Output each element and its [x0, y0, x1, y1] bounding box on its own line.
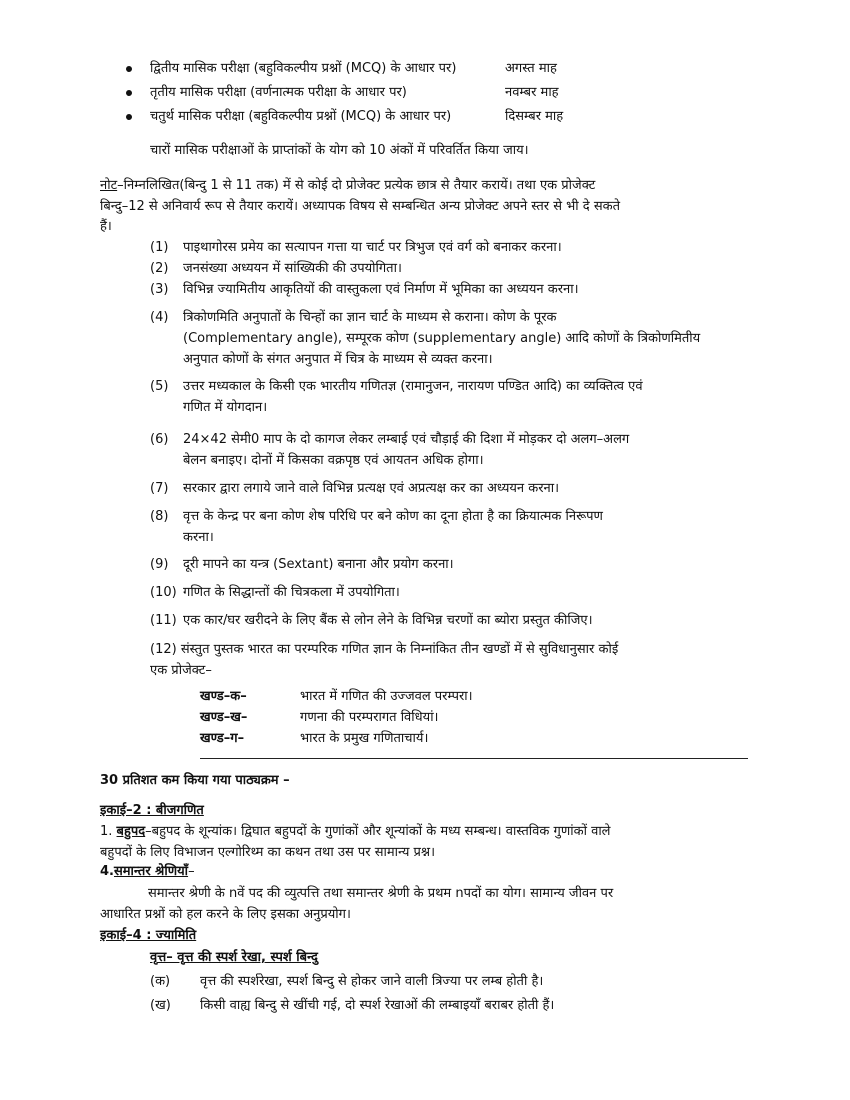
list-item-text: पाइथागोरस प्रमेय का सत्यापन गत्ता या चार्ट पर त्रिभुज एवं वर्ग को बनाकर करना। [183, 240, 562, 255]
list-item-text: विभिन्न ज्यामितीय आकृतियों की वास्तुकला एवं निर्माण में भूमिका का अध्ययन करना। [183, 282, 579, 297]
unit2-item4-heading [100, 862, 195, 882]
bullet-month: दिसम्बर माह [505, 109, 564, 124]
list-item-number: (5) [150, 379, 169, 394]
list-item-text: करना। [183, 530, 214, 545]
list-item-number: (9) [150, 557, 169, 572]
list-item-text: गणित में योगदान। [183, 400, 268, 415]
list-item-text: जनसंख्या अध्ययन में सांख्यिकी की उपयोगिता। [183, 261, 402, 276]
bullet-month: नवम्बर माह [505, 85, 559, 100]
item-prefix: 4. [100, 864, 114, 879]
list-item-number: (7) [150, 481, 169, 496]
unit2-item4-line: आधारित प्रश्नों को हल करने के लिए इसका अनुप्रयोग। [100, 907, 351, 922]
list-item-text: (Complementary angle), सम्पूरक कोण (supplementary angle) आदि कोणों के त्रिकोणमितीय [183, 331, 701, 346]
note-line: हैं। [100, 219, 112, 234]
list-item-number: (4) [150, 310, 169, 325]
bullet-text: द्वितीय मासिक परीक्षा (बहुविकल्पीय प्रश्नों (MCQ) के आधार पर) [150, 61, 457, 76]
list-item-text: एक कार/घर खरीदने के लिए बैंक से लोन लेने के विभिन्न चरणों का ब्योरा प्रस्तुत कीजिए। [183, 613, 593, 628]
unit2-item1-line: बहुपदों के लिए विभाजन एल्गोरिथ्म का कथन तथा उस पर सामान्य प्रश्न। [100, 845, 436, 860]
item-text: –बहुपद के शून्यांक। द्विघात बहुपदों के गुणांकों और शून्यांकों के मध्य सम्बन्ध। वास्तविक गुणांकों वाले [145, 824, 611, 839]
list-item-number: (10) [150, 585, 177, 600]
list-item-number: (8) [150, 509, 169, 524]
conversion-note: चारों मासिक परीक्षाओं के प्राप्तांकों के योग को 10 अंकों में परिवर्तित किया जाय। [150, 143, 529, 158]
section-text: भारत में गणित की उज्जवल परम्परा। [300, 689, 473, 704]
list-item-text: अनुपात कोणों के संगत अनुपात में चित्र के माध्यम से व्यक्त करना। [183, 352, 493, 367]
list-item-text: उत्तर मध्यकाल के किसी एक भारतीय गणितज्ञ (रामानुजन, नारायण पण्डित आदि) का व्यक्तित्व एवं [183, 379, 643, 394]
item-suffix: – [188, 864, 195, 879]
section-label: खण्ड–ग– [200, 731, 245, 746]
item-label: बहुपद [116, 824, 146, 839]
list-item-number: (6) [150, 432, 169, 447]
bullet-text: तृतीय मासिक परीक्षा (वर्णनात्मक परीक्षा के आधार पर) [150, 85, 407, 100]
reduced-syllabus-heading: 30 प्रतिशत कम किया गया पाठ्यक्रम – [100, 773, 290, 788]
list-item-number: (2) [150, 261, 169, 276]
item-prefix: 1. [100, 824, 117, 839]
item-label: समान्तर श्रेणियाँ [113, 864, 189, 879]
list-item-text: वृत्त की स्पर्शरेखा, स्पर्श बिन्दु से होकर जाने वाली त्रिज्या पर लम्ब होती है। [200, 974, 544, 989]
note-label: नोट [100, 178, 118, 193]
list-item-number: (11) [150, 613, 177, 628]
list-item-text: एक प्रोजेक्ट– [150, 663, 212, 678]
unit4-heading: इकाई–4 : ज्यामिति [100, 928, 197, 943]
unit2-heading: इकाई–2 : बीजगणित [100, 803, 204, 818]
unit2-item1-line [100, 822, 611, 842]
section-label: खण्ड–क– [200, 689, 247, 704]
note-line: –निम्नलिखित(बिन्दु 1 से 11 तक) में से कोई दो प्रोजेक्ट प्रत्येक छात्र से तैयार करायें। तथा एक प्रोजेक्ट [117, 178, 596, 193]
list-item-text: गणित के सिद्धान्तों की चित्रकला में उपयोगिता। [183, 585, 400, 600]
note-line: बिन्दु–12 से अनिवार्य रूप से तैयार करायें। अध्यापक विषय से सम्बन्धित अन्य प्रोजेक्ट अपने स्तर से भी दे सकते [100, 199, 621, 214]
list-item-number: (3) [150, 282, 169, 297]
bullet-icon [126, 66, 132, 72]
unit2-item4-line: समान्तर श्रेणी के nवें पद की व्युत्पत्ति तथा समान्तर श्रेणी के प्रथम nपदों का योग। सामान्य जीवन पर [148, 886, 614, 901]
bullet-icon [126, 114, 132, 120]
bullet-icon [126, 90, 132, 96]
divider [200, 758, 748, 759]
list-item-text: त्रिकोणमिति अनुपातों के चिन्हों का ज्ञान चार्ट के माध्यम से कराना। कोण के पूरक [183, 310, 557, 325]
bullet-text: चतुर्थ मासिक परीक्षा (बहुविकल्पीय प्रश्नों (MCQ) के आधार पर) [150, 109, 452, 124]
bullet-month: अगस्त माह [505, 61, 557, 76]
list-item-number: (क) [150, 974, 171, 989]
section-text: भारत के प्रमुख गणिताचार्य। [300, 731, 429, 746]
section-label: खण्ड–ख– [200, 710, 248, 725]
list-item-text: 24×42 सेमी0 माप के दो कागज लेकर लम्बाई एवं चौड़ाई की दिशा में मोड़कर दो अलग–अलग [183, 432, 630, 447]
section-text: गणना की परम्परागत विधियां। [300, 710, 439, 725]
list-item-text: दूरी मापने का यन्त्र (Sextant) बनाना और प्रयोग करना। [183, 557, 454, 572]
list-item-text: किसी वाह्य बिन्दु से खींची गई, दो स्पर्श रेखाओं की लम्बाइयाँ बराबर होती हैं। [200, 998, 555, 1013]
list-item-number: (1) [150, 240, 169, 255]
list-item-text: सरकार द्वारा लगाये जाने वाले विभिन्न प्रत्यक्ष एवं अप्रत्यक्ष कर का अध्ययन करना। [183, 481, 560, 496]
list-item-text: बेलन बनाइए। दोनों में किसका वक्रपृष्ठ एवं आयतन अधिक होगा। [183, 453, 484, 468]
list-item-number: (ख) [150, 998, 171, 1013]
unit4-subheading: वृत्त– वृत्त की स्पर्श रेखा, स्पर्श बिन्दु [150, 950, 318, 965]
list-item-text: वृत्त के केन्द्र पर बना कोण शेष परिधि पर बने कोण का दूना होता है का क्रियात्मक निरूपण [183, 509, 603, 524]
list-item-text: (12) संस्तुत पुस्तक भारत का परम्परिक गणित ज्ञान के निम्नांकित तीन खण्डों में से सुविधानुसार कोई [150, 642, 619, 657]
